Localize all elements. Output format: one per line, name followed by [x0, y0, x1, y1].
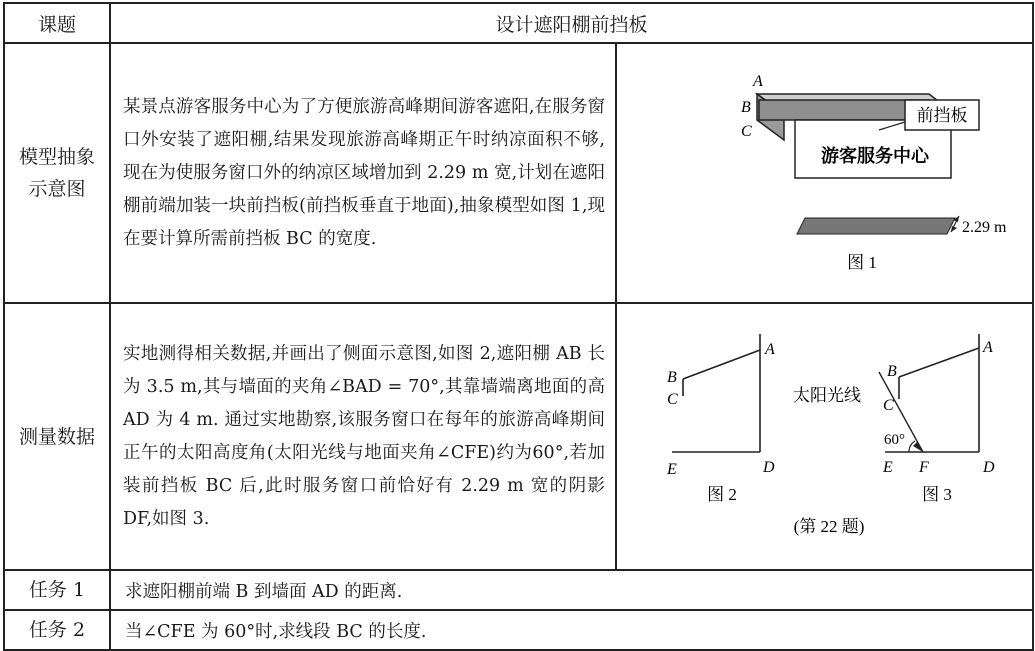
- figure-1: [617, 44, 1030, 298]
- fig1-label-a: A: [753, 73, 763, 90]
- problem-table: [3, 2, 1034, 651]
- header-row: [4, 3, 1033, 43]
- fig3-caption: 图 3: [922, 485, 952, 504]
- model-row: [4, 43, 1033, 303]
- fig3-awning-ab: [899, 348, 979, 377]
- fig1-label-b: B: [741, 99, 751, 116]
- fig2-label-d: D: [763, 459, 775, 476]
- sun-ray-label: 太阳光线: [793, 386, 861, 405]
- fig2-label-e: E: [667, 461, 677, 478]
- front-board: [759, 100, 929, 120]
- dim-label: 2.29 m: [962, 219, 1007, 236]
- fig3-label-e: E: [883, 459, 893, 476]
- fig3-label-a: A: [983, 339, 993, 356]
- fig3-angle-label: 60°: [884, 432, 905, 448]
- fig2-caption: 图 2: [707, 485, 737, 504]
- dim-arrow-head-bottom: [951, 226, 957, 232]
- figure-2-3-cell: [616, 303, 1033, 570]
- question-caption: (第 22 题): [793, 517, 865, 536]
- fig2-awning-ab: [683, 350, 760, 379]
- shadow-area: [797, 218, 955, 234]
- task-1-label: 任务 1: [4, 570, 110, 610]
- figure-3: [793, 334, 995, 504]
- figure-2: [666, 334, 775, 504]
- fig2-label-b: B: [667, 369, 677, 386]
- fig1-caption: 图 1: [847, 253, 877, 272]
- fig2-label-a: A: [765, 341, 775, 358]
- callout-label: 前挡板: [916, 106, 968, 125]
- header-title-cell: 设计遮阳棚前挡板: [110, 3, 1033, 43]
- task-1-row: [4, 570, 1033, 610]
- sign-label: 游客服务中心: [821, 146, 929, 166]
- task-2-text: 当∠CFE 为 60°时,求线段 BC 的长度.: [110, 610, 1033, 650]
- figure-1-cell: [616, 43, 1033, 303]
- fig2-label-c: C: [667, 391, 678, 408]
- measurement-row: [4, 303, 1033, 570]
- header-topic-cell: 课题: [4, 3, 110, 43]
- figures-2-3: [617, 304, 1030, 565]
- task-2-label: 任务 2: [4, 610, 110, 650]
- model-description: 某景点游客服务中心为了方便旅游高峰期间游客遮阳,在服务窗口外安装了遮阳棚,结果发现旅游高峰期正午时纳凉面积不够,现在为使服务窗口外的纳凉区域增加到 2.29 m 宽,计划在遮阳棚前端加装一块前挡板(前挡板垂直于地面),抽象模型如图 1,现在要计算所需前挡板 BC 的宽度.: [110, 43, 616, 303]
- fig3-label-d: D: [983, 459, 995, 476]
- model-label-text: 模型抽象示意图: [18, 146, 95, 200]
- fig1-label-c: C: [741, 123, 752, 140]
- measurement-label: 测量数据: [4, 303, 110, 570]
- task-1-text: 求遮阳棚前端 B 到墙面 AD 的距离.: [110, 570, 1033, 610]
- model-label: [4, 43, 110, 303]
- fig3-label-b: B: [887, 363, 897, 380]
- fig3-label-c: C: [883, 397, 894, 414]
- measurement-description: 实地测得相关数据,并画出了侧面示意图,如图 2,遮阳棚 AB 长为 3.5 m,其与墙面的夹角∠BAD = 70°,其靠墙端离地面的高 AD 为 4 m. 通过实地勘察,该服务窗口在每年的旅游高峰期间正午的太阳高度角(太阳光线与地面夹角∠CFE)约为60°,若加装前挡板 BC 后,此时服务窗口前恰好有 2.29 m 宽的阴影 DF,如图 3.: [110, 303, 616, 570]
- task-2-row: [4, 610, 1033, 650]
- fig3-label-f: F: [919, 459, 929, 476]
